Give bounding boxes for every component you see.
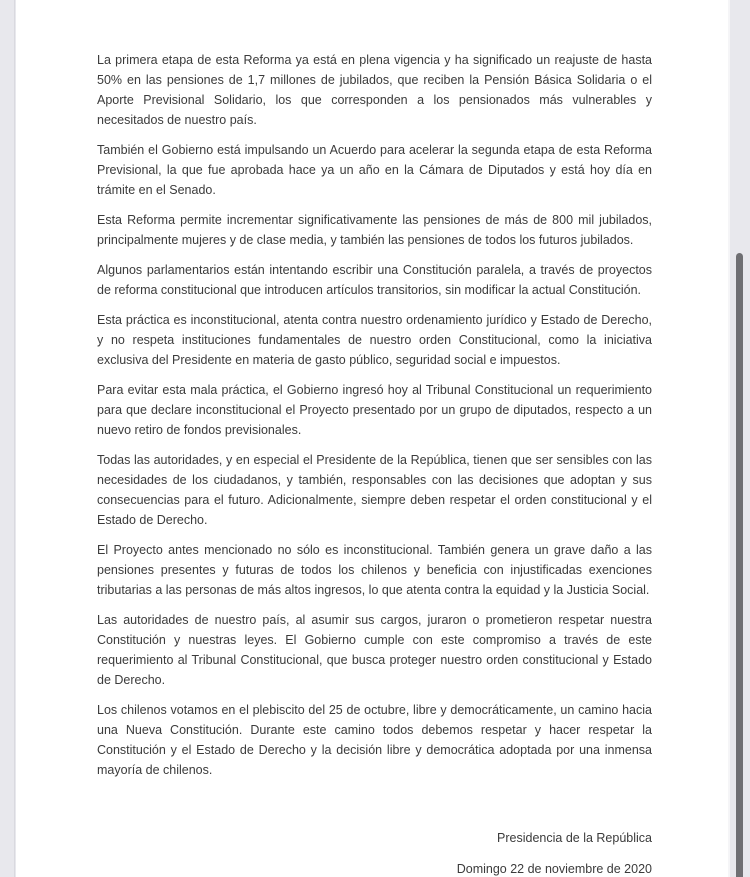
paragraph-acuerdo-segunda-etapa: También el Gobierno está impulsando un Acuerdo para acelerar la segunda etapa de esta Reforma Previsional, la que fue aprobada hace ya un año en la Cámara de Diputados y está hoy día en trámite en el Senado. <box>97 143 652 197</box>
signature-author: Presidencia de la República <box>497 831 652 845</box>
paragraph-reforma-primera-etapa: La primera etapa de esta Reforma ya está en plena vigencia y ha significado un reajuste de hasta 50% en las pensiones de 1,7 millones de jubilados, que reciben la Pensión Básica Solidaria o el Aporte Previsional Solidario, los que corresponden a los pensionados más vulnerables y necesitados de nuestro país. <box>97 53 652 127</box>
signature-block <box>97 828 652 877</box>
paragraph-practica-inconstitucional: Esta práctica es inconstitucional, atenta contra nuestro ordenamiento jurídico y Estado de Derecho, y no respeta instituciones fundamentales de nuestro orden Constitucional, como la iniciativa exclusiva del Presidente en materia de gasto público, seguridad social e impuestos. <box>97 313 652 367</box>
paragraph-dano-proyecto: El Proyecto antes mencionado no sólo es inconstitucional. También genera un grave daño a las pensiones presentes y futuras de todos los chilenos y beneficia con injustificadas exenciones tributarias a las personas de más altos ingresos, lo que atenta contra la equidad y la Justicia Social. <box>97 543 652 597</box>
paragraph-constitucion-paralela: Algunos parlamentarios están intentando escribir una Constitución paralela, a través de proyectos de reforma constitucional que introducen artículos transitorios, sin modificar la actual Constitución. <box>97 263 652 297</box>
viewer-left-margin <box>0 0 15 877</box>
paragraph-compromiso-gobierno: Las autoridades de nuestro país, al asumir sus cargos, juraron o prometieron respetar nuestra Constitución y nuestras leyes. El Gobierno cumple con este compromiso a través de este requerimiento al Tribunal Constitucional, que busca proteger nuestro orden constitucional y Estado de Derecho. <box>97 613 652 687</box>
scrollbar-thumb[interactable] <box>736 253 743 877</box>
document-page <box>16 0 728 877</box>
paragraph-requerimiento-tribunal: Para evitar esta mala práctica, el Gobierno ingresó hoy al Tribunal Constitucional un requerimiento para que declare inconstitucional el Proyecto presentado por un grupo de diputados, respecto a un nuevo retiro de fondos previsionales. <box>97 383 652 437</box>
paragraph-plebiscito: Los chilenos votamos en el plebiscito del 25 de octubre, libre y democráticamente, un camino hacia una Nueva Constitución. Durante este camino todos debemos respetar y hacer respetar la Constitución y el Estado de Derecho y la decisión libre y democrática adoptada por una inmensa mayoría de chilenos. <box>97 703 652 777</box>
signature-date: Domingo 22 de noviembre de 2020 <box>456 862 652 876</box>
paragraph-incremento-pensiones: Esta Reforma permite incrementar significativamente las pensiones de más de 800 mil jubilados, principalmente mujeres y de clase media, y también las pensiones de todos los futuros jubilados. <box>97 213 652 247</box>
scrollbar-track[interactable] <box>728 0 750 877</box>
paragraph-responsabilidad-autoridades: Todas las autoridades, y en especial el Presidente de la República, tienen que ser sensibles con las necesidades de los ciudadanos, y también, responsables con las decisiones que adoptan y sus consecuencias para el futuro. Adicionalmente, siempre deben respetar el orden constitucional y el Estado de Derecho. <box>97 453 652 527</box>
document-body <box>16 0 728 877</box>
